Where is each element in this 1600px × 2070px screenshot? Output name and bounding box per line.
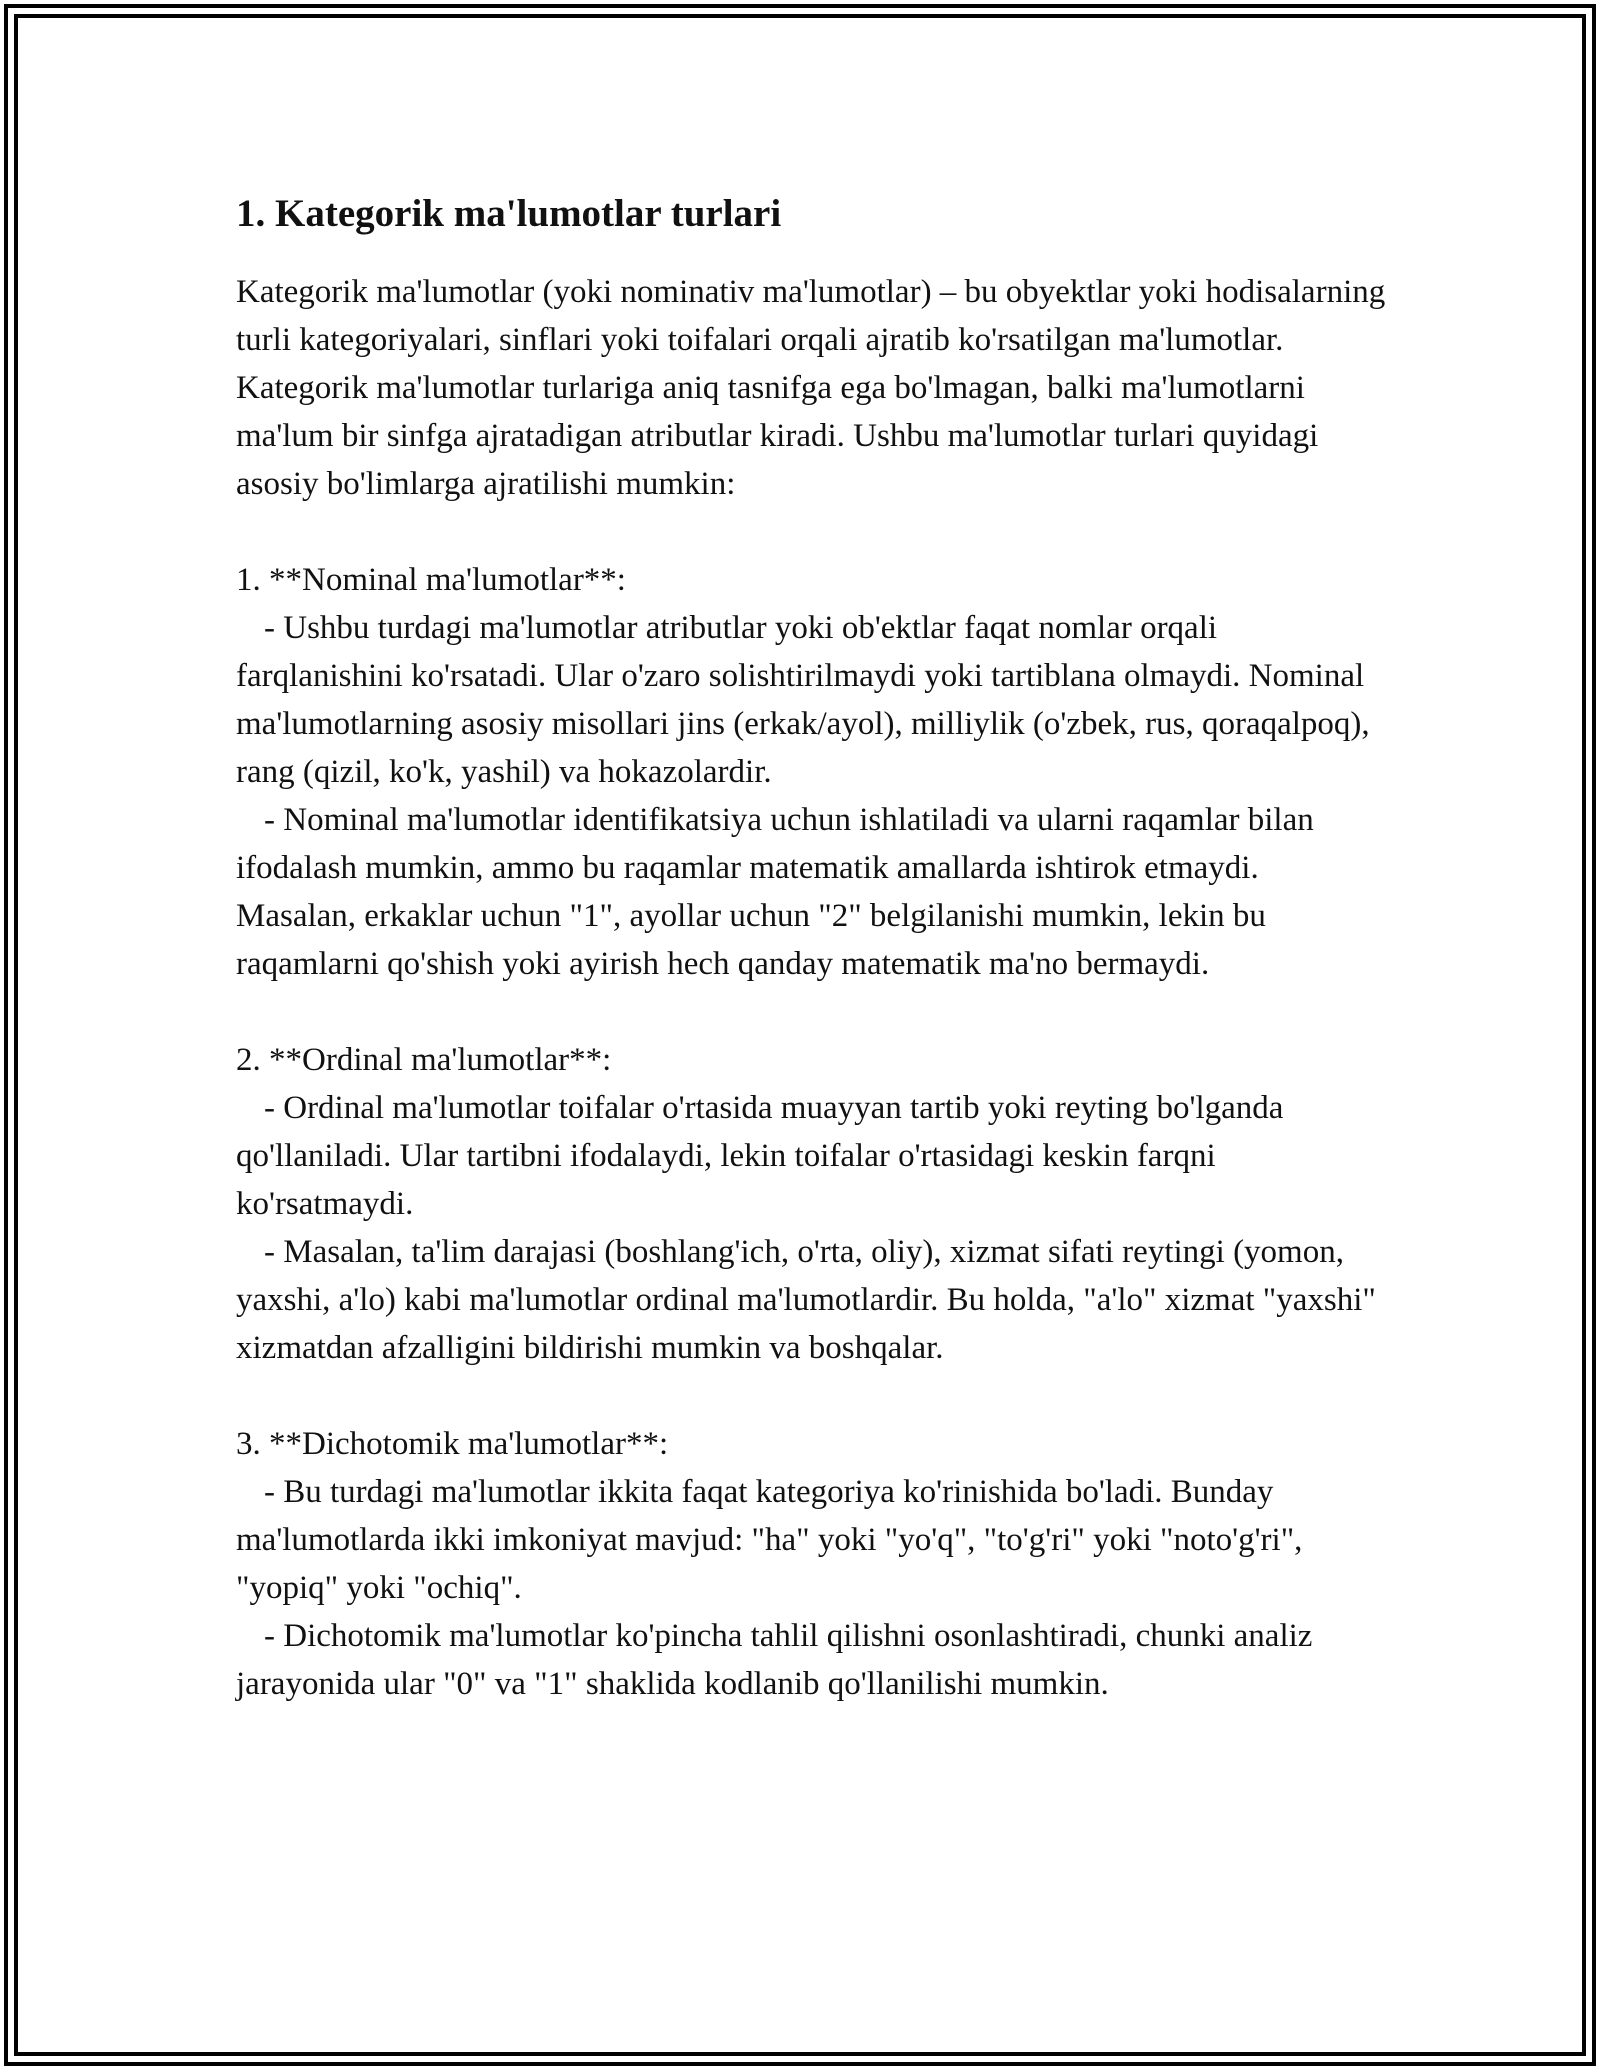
section-point: - Bu turdagi ma'lumotlar ikkita faqat kategoriya ko'rinishida bo'ladi. Bunday ma'lumotlarda ikki imkoniyat mavjud: "ha" yoki "yo'q", "to'g'ri" yoki "noto'g'ri", "yopiq" yoki "ochiq".	[236, 1474, 1303, 1606]
section-heading: 2. **Ordinal ma'lumotlar**:	[236, 1042, 612, 1078]
intro-paragraph: Kategorik ma'lumotlar (yoki nominativ ma'lumotlar) – bu obyektlar yoki hodisalarning turli kategoriyalari, sinflari yoki toifalari orqali ajratib ko'rsatilgan ma'lumotlar. Kategorik ma'lumotlar turlariga aniq tasnifga ega bo'lmagan, balki ma'lumotlarni ma'lum bir sinfga ajratadigan atributlar kiradi. Ushbu ma'lumotlar turlari quyidagi asosiy bo'limlarga ajratilishi mumkin:	[236, 274, 1386, 502]
section-ordinal	[236, 1036, 1386, 1372]
spacer	[236, 988, 1386, 1036]
section-point: - Ordinal ma'lumotlar toifalar o'rtasida muayyan tartib yoki reyting bo'lganda qo'llaniladi. Ular tartibni ifodalaydi, lekin toifalar o'rtasidagi keskin farqni ko'rsatmaydi.	[236, 1090, 1284, 1222]
section-point: - Ushbu turdagi ma'lumotlar atributlar yoki ob'ektlar faqat nomlar orqali farqlanishini ko'rsatadi. Ular o'zaro solishtirilmaydi yoki tartiblana olmaydi. Nominal ma'lumotlarning asosiy misollari jins (erkak/ayol), milliylik (o'zbek, rus, qoraqalpoq), rang (qizil, ko'k, yashil) va hokazolardir.	[236, 610, 1370, 790]
spacer	[236, 508, 1386, 556]
section-dichotomous	[236, 1420, 1386, 1708]
section-heading: 1. **Nominal ma'lumotlar**:	[236, 562, 626, 598]
section-point: - Nominal ma'lumotlar identifikatsiya uchun ishlatiladi va ularni raqamlar bilan ifodalash mumkin, ammo bu raqamlar matematik amallarda ishtirok etmaydi. Masalan, erkaklar uchun "1", ayollar uchun "2" belgilanishi mumkin, lekin bu raqamlarni qo'shish yoki ayirish hech qanday matematik ma'no bermaydi.	[236, 802, 1314, 982]
section-point: - Dichotomik ma'lumotlar ko'pincha tahlil qilishni osonlashtiradi, chunki analiz jarayonida ular "0" va "1" shaklida kodlanib qo'llanilishi mumkin.	[236, 1618, 1313, 1702]
section-heading: 3. **Dichotomik ma'lumotlar**:	[236, 1426, 669, 1462]
spacer	[236, 1372, 1386, 1420]
section-point: - Masalan, ta'lim darajasi (boshlang'ich, o'rta, oliy), xizmat sifati reytingi (yomon, yaxshi, a'lo) kabi ma'lumotlar ordinal ma'lumotlardir. Bu holda, "a'lo" xizmat "yaxshi" xizmatdan afzalligini bildirishi mumkin va boshqalar.	[236, 1234, 1376, 1366]
document-title: 1. Kategorik ma'lumotlar turlari	[236, 192, 782, 235]
section-nominal	[236, 556, 1386, 988]
document-page	[236, 186, 1386, 1708]
